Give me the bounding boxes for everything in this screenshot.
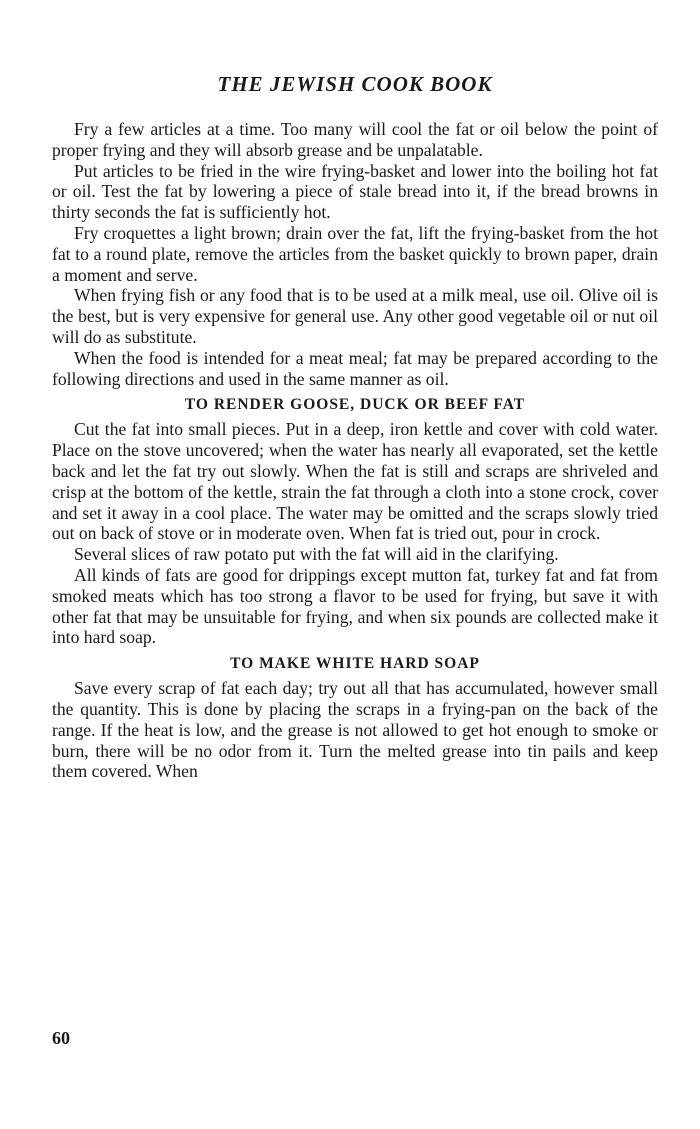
paragraph: Save every scrap of fat each day; try out all that has accumulated, however small the quantity. This is done by placing the scraps in a frying-pan on the back of the range. If the heat is low, and the grease is not allowed to get hot enough to smoke or burn, there will be no odor from it. Turn the melted grease into tin pails and keep them covered. When (52, 678, 658, 782)
paragraph: When the food is intended for a meat meal; fat may be prepared according to the following directions and used in the same manner as oil. (52, 347, 658, 389)
paragraph: All kinds of fats are good for drippings except mutton fat, turkey fat and fat from smoked meats which has too strong a flavor to be used for frying, but save it with other fat that may be unsuitable for frying, and when six pounds are collected make it into hard soap. (52, 564, 658, 648)
section-heading-render-fat: TO RENDER GOOSE, DUCK OR BEEF FAT (184, 396, 526, 414)
paragraph: Fry a few articles at a time. Too many will cool the fat or oil below the point of proper frying and they will absorb grease and be unpalatable. (52, 119, 658, 160)
paragraph: Put articles to be fried in the wire frying-basket and lower into the boiling hot fat or oil. Test the fat by lowering a piece of stale bread into it, if the bread browns in thirty seconds the fat is sufficiently hot. (52, 160, 658, 223)
page-number: 60 (52, 1028, 70, 1048)
paragraph: Fry croquettes a light brown; drain over the fat, lift the frying-basket from the hot fat to a round plate, remove the articles from the basket quickly to brown paper, drain a moment and serve. (52, 222, 658, 285)
paragraph: When frying fish or any food that is to be used at a milk meal, use oil. Olive oil is the best, but is very expensive for general use. Any other good vegetable oil or nut oil will do as substitute. (52, 285, 658, 347)
paragraph: Several slices of raw potato put with the fat will aid in the clarifying. (74, 544, 559, 565)
book-page (52, 72, 658, 782)
section-heading-hard-soap: TO MAKE WHITE HARD SOAP (230, 655, 480, 673)
running-head: THE JEWISH COOK BOOK (217, 72, 493, 96)
paragraph: Cut the fat into small pieces. Put in a deep, iron kettle and cover with cold water. Place on the stove uncovered; when the water has nearly all evaporated, set the kettle back and let the fat try out slowly. When the fat is still and scraps are shriveled and crisp at the bottom of the kettle, strain the fat through a cloth into a stone crock, cover and set it away in a cool place. The water may be omitted and the scraps slowly tried out on back of stove or in moderate oven. When fat is tried out, pour in crock. (52, 419, 658, 544)
